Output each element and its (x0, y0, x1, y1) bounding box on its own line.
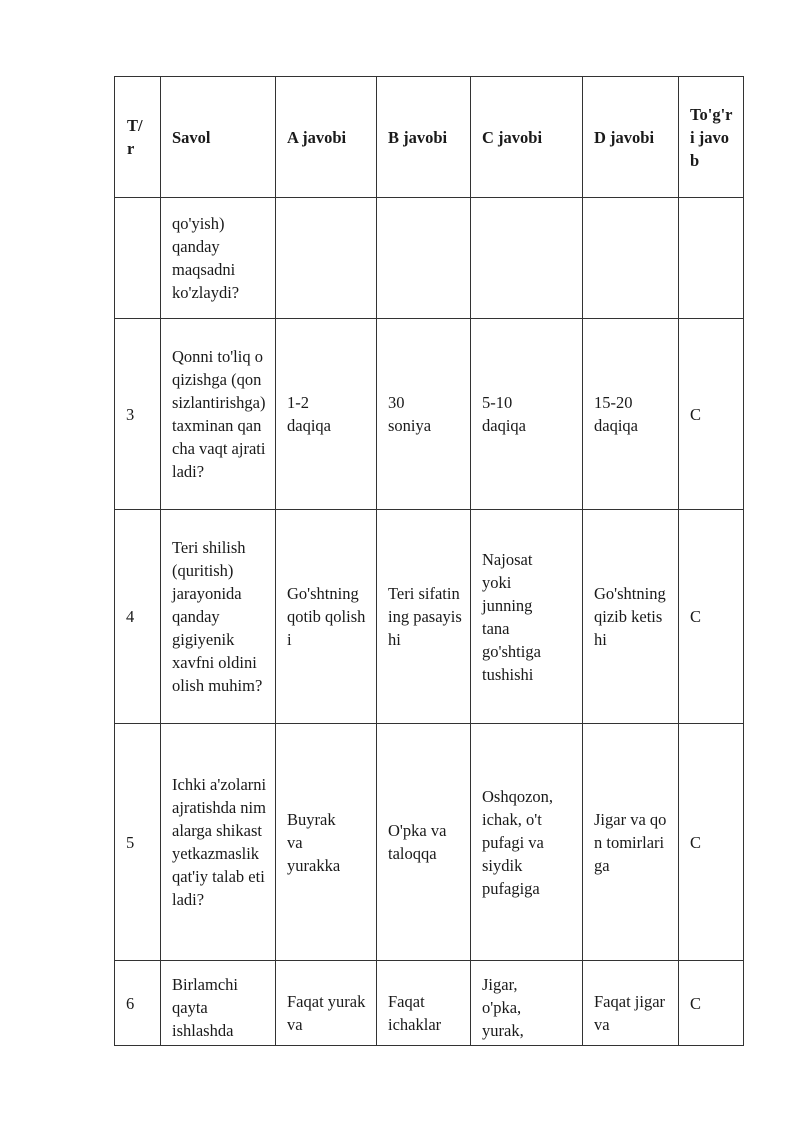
header-correct-answer: To'g'ri javob (679, 77, 744, 198)
answer-c-cell: 5-10 daqiqa (471, 319, 583, 510)
answer-b-cell: Faqat ichaklar (377, 961, 471, 1046)
table-row (115, 961, 744, 1046)
question-cell: Ichki a'zolarni ajratishda nimalarga shikast yetkazmaslik qat'iy talab etiladi? (161, 724, 276, 961)
question-cell: Teri shilish (quritish) jarayonida qanday gigiyenik xavfni oldini olish muhim? (161, 510, 276, 724)
question-cell: Birlamchi qayta ishlashda (161, 961, 276, 1046)
row-number (115, 198, 161, 319)
question-cell: qo'yish) qanday maqsadni ko'zlaydi? (161, 198, 276, 319)
row-number: 6 (115, 961, 161, 1046)
answer-a-cell: Go'shtning qotib qolishi (276, 510, 377, 724)
correct-answer-cell: C (679, 961, 744, 1046)
row-number: 3 (115, 319, 161, 510)
header-answer-c: C javobi (471, 77, 583, 198)
answer-d-cell: Faqat jigar va (583, 961, 679, 1046)
question-cell: Qonni to'liq oqizishga (qonsizlantirishga) taxminan qancha vaqt ajratiladi? (161, 319, 276, 510)
quiz-table (114, 76, 744, 1046)
row-number: 5 (115, 724, 161, 961)
answer-d-cell: Go'shtning qizib ketishi (583, 510, 679, 724)
table-row (115, 319, 744, 510)
table-row (115, 724, 744, 961)
answer-a-cell: 1-2 daqiqa (276, 319, 377, 510)
header-answer-a: A javobi (276, 77, 377, 198)
answer-c-cell: Jigar, o'pka, yurak, (471, 961, 583, 1046)
answer-d-cell (583, 198, 679, 319)
answer-c-cell: Najosat yoki junning tana go'shtiga tushishi (471, 510, 583, 724)
answer-b-cell: O'pka va taloqqa (377, 724, 471, 961)
header-answer-d: D javobi (583, 77, 679, 198)
header-question: Savol (161, 77, 276, 198)
correct-answer-cell: C (679, 724, 744, 961)
answer-b-cell: Teri sifatining pasayishi (377, 510, 471, 724)
answer-b-cell (377, 198, 471, 319)
header-answer-b: B javobi (377, 77, 471, 198)
row-number: 4 (115, 510, 161, 724)
answer-a-cell: Buyrak va yurakka (276, 724, 377, 961)
answer-a-cell: Faqat yurak va (276, 961, 377, 1046)
answer-c-cell: Oshqozon, ichak, o't pufagi va siydik pufagiga (471, 724, 583, 961)
table-row (115, 510, 744, 724)
correct-answer-cell: C (679, 319, 744, 510)
answer-b-cell: 30 soniya (377, 319, 471, 510)
answer-d-cell: Jigar va qon tomirlariga (583, 724, 679, 961)
header-number: T/r (115, 77, 161, 198)
correct-answer-cell: C (679, 510, 744, 724)
answer-d-cell: 15-20 daqiqa (583, 319, 679, 510)
table-row (115, 198, 744, 319)
answer-c-cell (471, 198, 583, 319)
correct-answer-cell (679, 198, 744, 319)
table-header-row (115, 77, 744, 198)
answer-a-cell (276, 198, 377, 319)
